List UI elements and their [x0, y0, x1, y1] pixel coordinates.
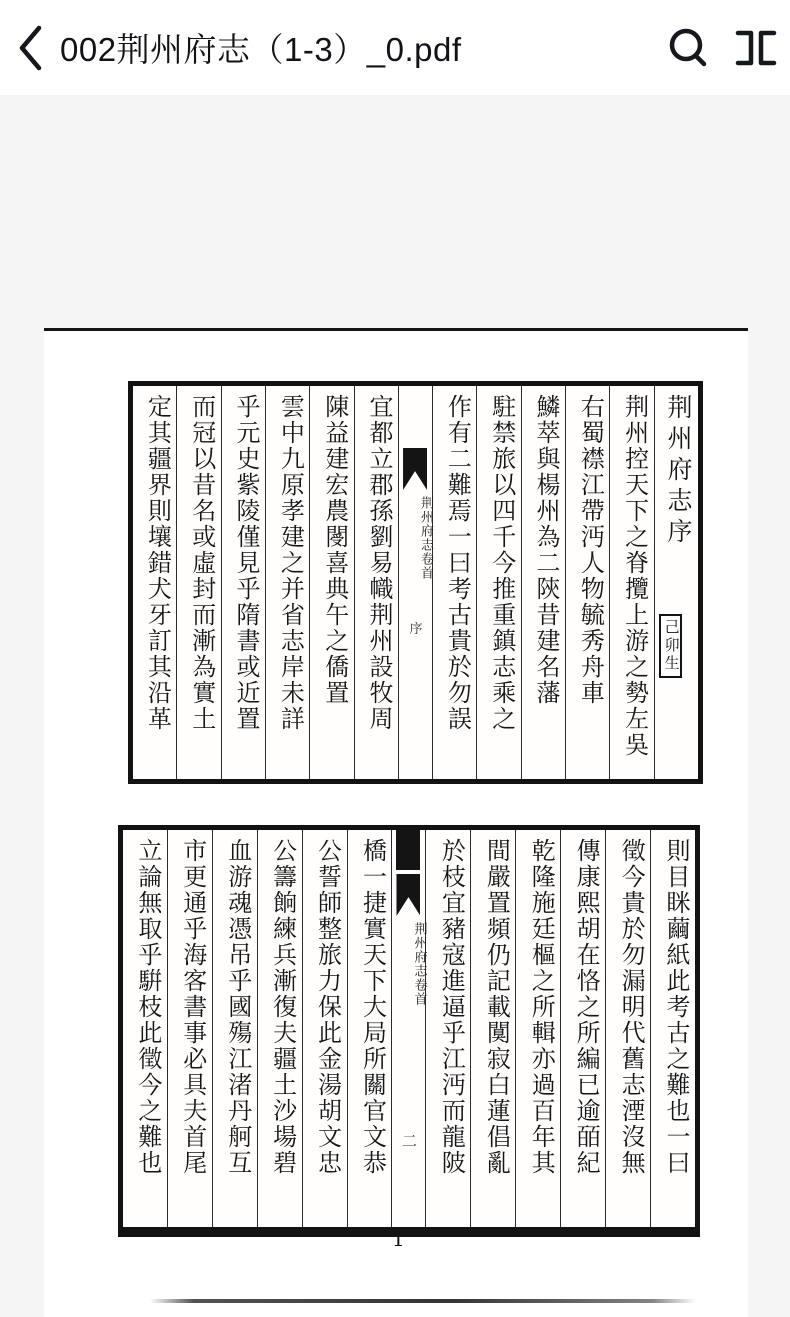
fold-column — [391, 830, 428, 1227]
back-button[interactable] — [0, 13, 60, 83]
text-column: 右蜀襟江帶沔人物毓秀舟車 — [565, 386, 609, 779]
text-column: 市更通乎海客書事必具夫首尾 — [167, 830, 212, 1227]
text-column: 陳益建宏農閿喜典午之僑置 — [309, 386, 353, 779]
scan-artifact-line — [150, 1299, 696, 1303]
fishtail-mark-icon — [396, 874, 420, 916]
text-column: 間嚴置頻仍記載闃寂白蓮倡亂 — [470, 830, 515, 1227]
pdf-page-scan — [44, 328, 748, 1317]
extract-text-button[interactable] — [722, 13, 790, 83]
scan-text-block-bottom — [118, 825, 700, 1237]
fold-page-number: 序 — [409, 621, 423, 636]
scan-text-block-top — [128, 381, 703, 784]
collector-seal: 己卯生 — [659, 614, 682, 678]
text-column: 定其疆界則壤錯犬牙訂其沿革 — [143, 394, 170, 732]
text-column — [654, 386, 698, 779]
text-column: 宜都立郡孫劉易幟荆州設牧周 — [354, 386, 398, 779]
text-column: 作有二難焉一曰考古貴於勿誤 — [432, 386, 476, 779]
text-column: 則目眯繭紙此考古之難也一曰 — [650, 830, 695, 1227]
chevron-left-icon — [15, 23, 45, 73]
text-column: 雲中九原孝建之并省志岸未詳 — [265, 386, 309, 779]
fold-label: 荆州府志卷首 — [412, 922, 428, 1006]
text-column: 而冠以昔名或虛封而漸為實土 — [176, 386, 220, 779]
text-column: 荆州控天下之脊攬上游之勢左吳 — [609, 386, 653, 779]
printed-page-number: 1 — [392, 1227, 405, 1251]
header-bar — [0, 0, 790, 95]
document-title: 002荆州府志（1-3）_0.pdf — [60, 31, 462, 68]
text-column: 傳康熙胡在恪之所編已逾皕紀 — [560, 830, 605, 1227]
text-column: 駐禁旅以四千今推重鎮志乘之 — [476, 386, 520, 779]
fold-column — [398, 386, 435, 779]
fold-ink-cap — [396, 830, 420, 870]
search-button[interactable] — [654, 13, 722, 83]
fold-page-number: 二 — [401, 1134, 417, 1150]
text-column: 於枝宜豬寇進逼乎江沔而龍陂 — [425, 830, 470, 1227]
preface-title: 荆州府志序 — [664, 394, 691, 549]
fold-label: 荆州府志卷首 — [419, 496, 435, 580]
text-column: 橋一捷實天下大局所關官文恭 — [347, 830, 392, 1227]
text-column: 徵今貴於勿漏明代舊志湮沒無 — [605, 830, 650, 1227]
brackets-icon — [732, 25, 780, 71]
text-column: 乾隆施廷樞之所輯亦過百年其 — [515, 830, 560, 1227]
text-column: 鱗萃與楊州為二陝昔建名藩 — [521, 386, 565, 779]
text-column: 公誓師整旅力保此金湯胡文忠 — [302, 830, 347, 1227]
text-column: 立論無取乎騈枝此徵今之難也 — [133, 838, 160, 1176]
search-icon — [665, 25, 711, 71]
fishtail-mark-icon — [403, 448, 427, 490]
text-column: 血游魂憑吊乎國殤江渚丹舸互 — [212, 830, 257, 1227]
pdf-viewer-canvas[interactable] — [0, 95, 790, 1314]
text-column: 乎元史紫陵僅見乎隋書或近置 — [221, 386, 265, 779]
text-column: 公籌餉練兵漸復夫疆土沙場碧 — [257, 830, 302, 1227]
